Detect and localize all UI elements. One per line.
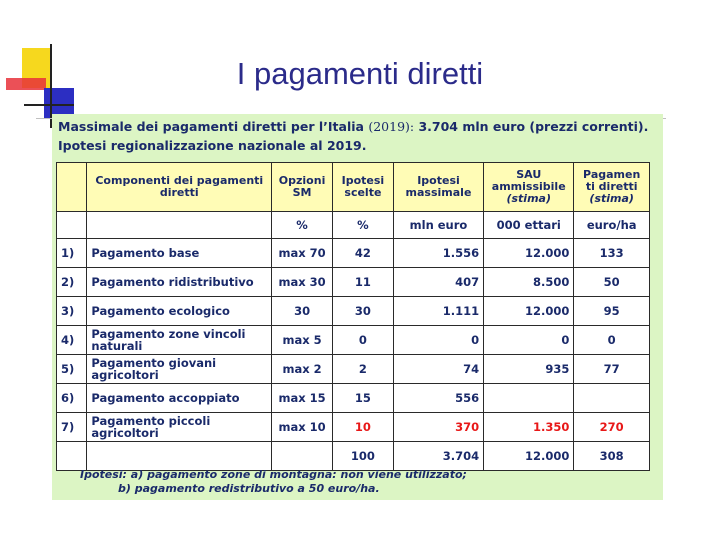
row-index: 5) bbox=[57, 355, 87, 384]
row-sau: 1.350 bbox=[484, 413, 574, 442]
total-empty bbox=[57, 442, 87, 471]
row-opzioni: max 10 bbox=[272, 413, 333, 442]
header-opzioni: Opzioni SM bbox=[272, 163, 333, 212]
row-pagamenti: 95 bbox=[574, 297, 650, 326]
header-pag-sub: (stima) bbox=[589, 192, 634, 205]
unit-cell bbox=[57, 212, 87, 239]
row-massimale: 370 bbox=[393, 413, 483, 442]
row-component: Pagamento giovani agricoltori bbox=[87, 355, 272, 384]
logo-red-bar bbox=[6, 78, 46, 90]
row-opzioni: max 30 bbox=[272, 268, 333, 297]
header-scelte: Ipotesi scelte bbox=[333, 163, 394, 212]
total-pagamenti: 308 bbox=[574, 442, 650, 471]
row-index: 7) bbox=[57, 413, 87, 442]
row-scelte: 15 bbox=[333, 384, 394, 413]
row-sau bbox=[484, 384, 574, 413]
table-units-row bbox=[57, 212, 650, 239]
row-opzioni: 30 bbox=[272, 297, 333, 326]
row-scelte: 42 bbox=[333, 239, 394, 268]
row-index: 2) bbox=[57, 268, 87, 297]
row-opzioni: max 70 bbox=[272, 239, 333, 268]
header-componenti: Componenti dei pagamenti diretti bbox=[87, 163, 272, 212]
total-empty bbox=[272, 442, 333, 471]
row-massimale: 1.111 bbox=[393, 297, 483, 326]
row-sau: 935 bbox=[484, 355, 574, 384]
note-line-1: Ipotesi: a) pagamento zone di montagna: non viene utilizzato; bbox=[80, 468, 467, 481]
row-scelte: 0 bbox=[333, 326, 394, 355]
total-empty bbox=[87, 442, 272, 471]
total-massimale: 3.704 bbox=[393, 442, 483, 471]
row-pagamenti: 270 bbox=[574, 413, 650, 442]
table-total-row bbox=[57, 442, 650, 471]
table-row bbox=[57, 413, 650, 442]
row-scelte: 2 bbox=[333, 355, 394, 384]
row-pagamenti: 77 bbox=[574, 355, 650, 384]
heading-bold-a: Massimale dei pagamenti diretti per l’Italia bbox=[58, 119, 364, 134]
unit-cell: mln euro bbox=[393, 212, 483, 239]
row-sau: 12.000 bbox=[484, 239, 574, 268]
unit-cell: % bbox=[333, 212, 394, 239]
table-row bbox=[57, 268, 650, 297]
row-massimale: 407 bbox=[393, 268, 483, 297]
row-opzioni: max 2 bbox=[272, 355, 333, 384]
heading-bold-b: 3.704 mln euro (prezzi correnti). bbox=[418, 119, 649, 134]
header-massimale: Ipotesi massimale bbox=[393, 163, 483, 212]
row-index: 4) bbox=[57, 326, 87, 355]
header-pagamenti bbox=[574, 163, 650, 212]
table-row bbox=[57, 384, 650, 413]
row-massimale: 556 bbox=[393, 384, 483, 413]
row-component: Pagamento ecologico bbox=[87, 297, 272, 326]
note-line-2: b) pagamento redistributivo a 50 euro/ha. bbox=[118, 482, 380, 495]
unit-cell: 000 ettari bbox=[484, 212, 574, 239]
row-index: 6) bbox=[57, 384, 87, 413]
total-scelte: 100 bbox=[333, 442, 394, 471]
row-scelte: 11 bbox=[333, 268, 394, 297]
header-sau bbox=[484, 163, 574, 212]
row-component: Pagamento base bbox=[87, 239, 272, 268]
table-header-row bbox=[57, 163, 650, 212]
logo-horizontal-line bbox=[24, 104, 74, 106]
row-scelte: 30 bbox=[333, 297, 394, 326]
header-pag-label: Pagamen ti diretti bbox=[583, 168, 641, 193]
table-row bbox=[57, 239, 650, 268]
header-sau-label: SAU ammissibile bbox=[491, 168, 566, 193]
row-component: Pagamento piccoli agricoltori bbox=[87, 413, 272, 442]
row-index: 3) bbox=[57, 297, 87, 326]
row-massimale: 74 bbox=[393, 355, 483, 384]
row-index: 1) bbox=[57, 239, 87, 268]
row-opzioni: max 15 bbox=[272, 384, 333, 413]
heading-line-2: Ipotesi regionalizzazione nazionale al 2019. bbox=[58, 138, 367, 153]
row-pagamenti: 50 bbox=[574, 268, 650, 297]
row-pagamenti: 0 bbox=[574, 326, 650, 355]
unit-cell: % bbox=[272, 212, 333, 239]
header-sau-sub: (stima) bbox=[506, 192, 551, 205]
row-massimale: 1.556 bbox=[393, 239, 483, 268]
row-massimale: 0 bbox=[393, 326, 483, 355]
table-row bbox=[57, 355, 650, 384]
row-opzioni: max 5 bbox=[272, 326, 333, 355]
row-component: Pagamento ridistributivo bbox=[87, 268, 272, 297]
slide-title: I pagamenti diretti bbox=[236, 56, 484, 91]
total-sau: 12.000 bbox=[484, 442, 574, 471]
row-pagamenti: 133 bbox=[574, 239, 650, 268]
row-pagamenti bbox=[574, 384, 650, 413]
row-sau: 0 bbox=[484, 326, 574, 355]
heading-line-1 bbox=[58, 119, 648, 134]
header-index bbox=[57, 163, 87, 212]
table-row bbox=[57, 297, 650, 326]
row-scelte: 10 bbox=[333, 413, 394, 442]
payments-table bbox=[56, 162, 650, 471]
heading-year: (2019): bbox=[368, 119, 415, 134]
row-component: Pagamento accoppiato bbox=[87, 384, 272, 413]
unit-cell bbox=[87, 212, 272, 239]
unit-cell: euro/ha bbox=[574, 212, 650, 239]
row-sau: 12.000 bbox=[484, 297, 574, 326]
table-row bbox=[57, 326, 650, 355]
row-sau: 8.500 bbox=[484, 268, 574, 297]
row-component: Pagamento zone vincoli naturali bbox=[87, 326, 272, 355]
